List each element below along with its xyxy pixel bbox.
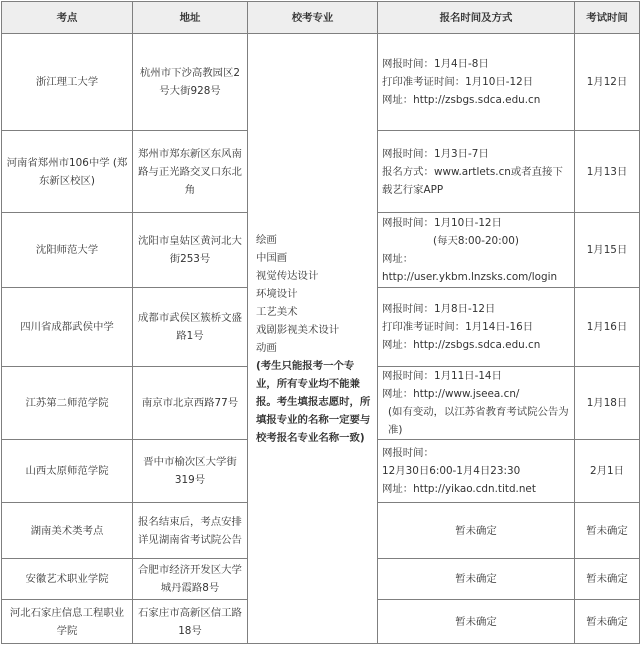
site-cell: 四川省成都武侯中学 [2,288,133,367]
signup-note: (如有变动，以江苏省教育考试院公告为准) [388,406,569,436]
major-item: 绘画 [256,233,277,246]
address-cell: 南京市北京西路77号 [133,367,248,440]
exam-date-cell: 暂未确定 [575,600,640,644]
site-cell: 沈阳师范大学 [2,213,133,288]
exam-date-cell: 2月1日 [575,440,640,503]
site-cell: 江苏第二师范学院 [2,367,133,440]
signup-url: 网址：http://yikao.cdn.titd.net [382,483,536,495]
signup-line: 报名方式：www.artlets.cn或者直接下载艺行家APP [382,165,563,196]
signup-cell [378,213,575,288]
exam-date-cell: 1月15日 [575,213,640,288]
site-cell: 湖南美术类考点 [2,503,133,559]
major-item: 戏剧影视美术设计 [256,323,340,336]
header-major: 校考专业 [248,2,378,34]
exam-date-cell: 1月12日 [575,34,640,131]
major-item: 中国画 [256,251,288,264]
address-cell: 晋中市榆次区大学街319号 [133,440,248,503]
signup-line: 12月30日6:00-1月4日23:30 [382,465,521,477]
header-site: 考点 [2,2,133,34]
header-address: 地址 [133,2,248,34]
header-exam-time: 考试时间 [575,2,640,34]
address-cell: 杭州市下沙高教园区2号大街928号 [133,34,248,131]
address-cell: 成都市武侯区簇桥文盛路1号 [133,288,248,367]
signup-url: 网址：http://www.jseea.cn/ [382,388,520,400]
site-cell: 安徽艺术职业学院 [2,559,133,600]
header-row [2,2,640,34]
site-cell: 河北石家庄信息工程职业学院 [2,600,133,644]
exam-date-cell: 1月18日 [575,367,640,440]
signup-line: 打印准考证时间：1月10日-12日 [382,76,534,88]
exam-schedule-table [1,1,640,644]
signup-line: 网报时间：1月8日-12日 [382,303,496,315]
signup-url: 网址：http://zsbgs.sdca.edu.cn [382,94,541,106]
signup-line: 打印准考证时间：1月14日-16日 [382,321,534,333]
signup-url: 网址：http://zsbgs.sdca.edu.cn [382,339,541,351]
signup-cell [378,440,575,503]
signup-line: 网报时间：1月10日-12日 [382,217,502,229]
signup-cell: 暂未确定 [378,503,575,559]
header-signup: 报名时间及方式 [378,2,575,34]
signup-cell [378,34,575,131]
signup-url: http://user.ykbm.lnzsks.com/login [382,271,558,283]
signup-line: 网报时间： [382,447,434,459]
site-cell: 河南省郑州市106中学 (郑东新区校区) [2,131,133,213]
site-cell: 山西太原师范学院 [2,440,133,503]
major-item: 视觉传达设计 [256,269,319,282]
signup-cell [378,288,575,367]
signup-cell [378,131,575,213]
signup-line: 网报时间：1月11日-14日 [382,370,502,382]
address-cell: 沈阳市皇姑区黄河北大街253号 [133,213,248,288]
exam-date-cell: 1月13日 [575,131,640,213]
major-item: 工艺美术 [256,305,298,318]
major-list [252,231,373,447]
signup-line: 网址： [382,253,414,265]
signup-line: 网报时间：1月4日-8日 [382,58,489,70]
signup-cell: 暂未确定 [378,559,575,600]
signup-cell [378,367,575,440]
address-cell: 郑州市郑东新区东风南路与正光路交叉口东北角 [133,131,248,213]
exam-date-cell: 1月16日 [575,288,640,367]
address-cell: 石家庄市高新区信工路18号 [133,600,248,644]
signup-line: (每天8:00-20:00) [433,235,519,247]
address-cell: 报名结束后，考点安排详见湖南省考试院公告 [133,503,248,559]
exam-date-cell: 暂未确定 [575,559,640,600]
address-cell: 合肥市经济开发区大学城丹霞路8号 [133,559,248,600]
table-row [2,34,640,131]
major-item: 动画 [256,341,277,354]
site-cell: 浙江理工大学 [2,34,133,131]
signup-line: 网报时间：1月3日-7日 [382,147,489,160]
signup-cell: 暂未确定 [378,600,575,644]
exam-date-cell: 暂未确定 [575,503,640,559]
major-note: (考生只能报考一个专业，所有专业均不能兼报。考生填报志愿时，所填报专业的名称一定要与校考报名专业名称一致) [256,359,371,444]
major-item: 环境设计 [256,287,298,300]
major-cell [248,34,378,644]
